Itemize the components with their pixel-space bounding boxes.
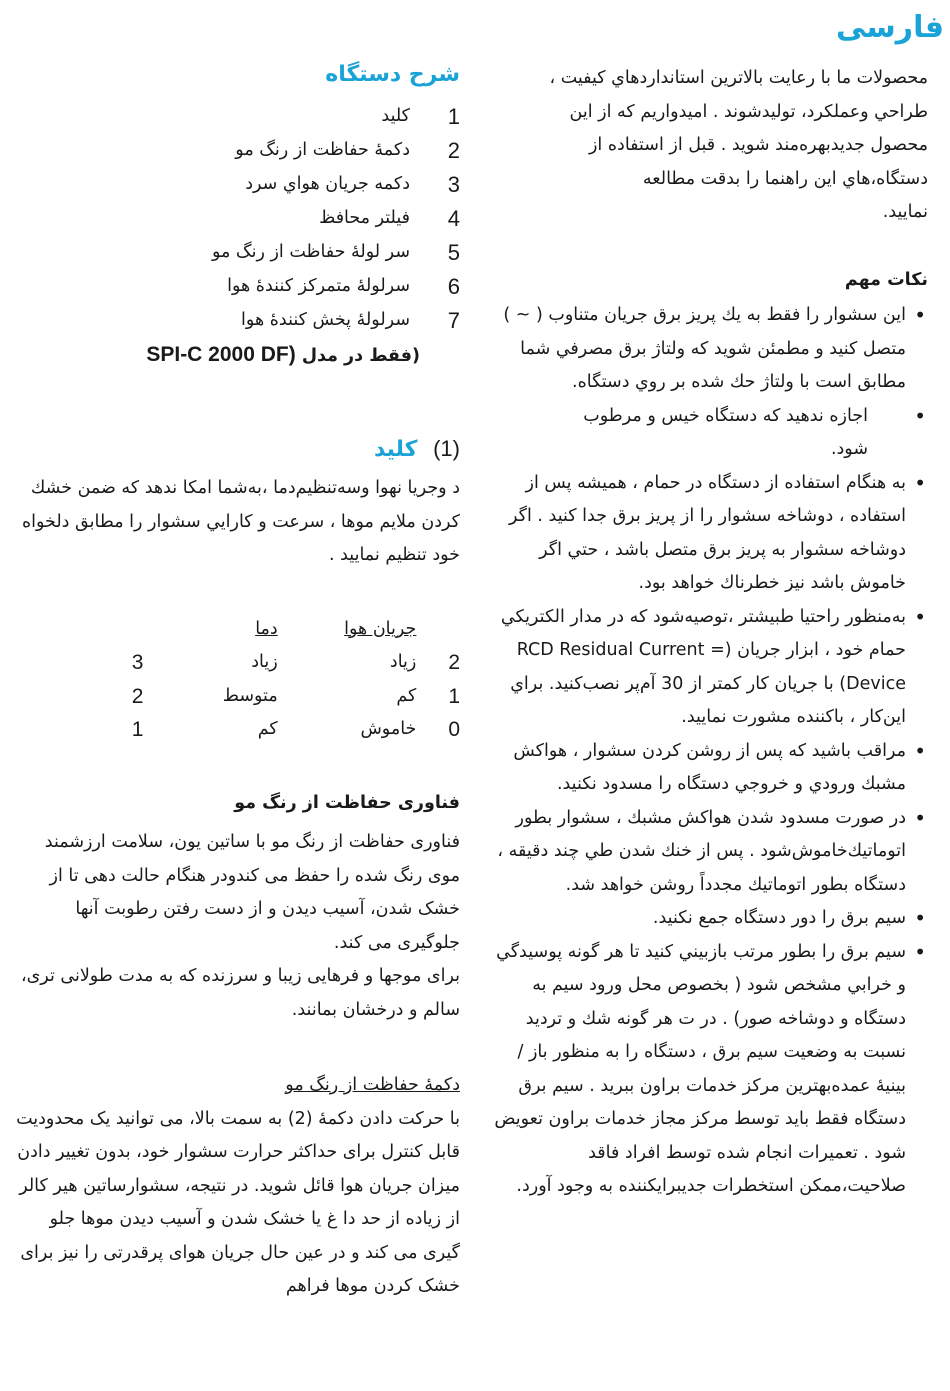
part-item [10, 100, 460, 134]
note-item: • سيم برق را بطور مرتب بازبيني كنيد تا هر گونه پوسيدگي و خرابي مشخص شود ( بخصوص محل ورود سيم به دستگاه و دوشاخه صور) . در ت هر گونه شك و ترديد نسبت به وضعيت سيم برق ، دستگاه را به منظور باز / بينيۀ‌ عمده‌بهترين مركز خدمات براون ببريد . سيم برق دستگاه فقط بايد توسط مركز مجاز خدمات براون تعويض شود . تعميرات انجام شده توسط افراد فاقد صلاحيت،ممكن استخطرات جديبرايكننده به وجود آورد. [492, 936, 928, 1204]
notes-list [492, 299, 928, 1204]
settings-row [10, 713, 460, 747]
switch-number: (1) [433, 435, 460, 461]
note-item: • به هنگام استفاده از دستگاه در حمام ، هميشه پس از استفاده ، دوشاخه سشوار را از پريز برق جدا كنيد . اگر دوشاخه سشوار به پريز برق متصل باشد ، حتي اگر خاموش باشد نيز خطرناك خواهد بود. [492, 467, 928, 601]
intro-line: محصولات ما با رعايت بالاترين استانداردهاي كيفيت ، [549, 68, 928, 88]
air-label: خاموش [360, 719, 417, 739]
temp-level: 3 [131, 651, 144, 674]
note-item: • مراقب باشيد كه پس از روشن كردن سشوار ، هواكش مشبك ورودي و خروجي دستگاه را مسدود نكنيد. [492, 735, 928, 802]
notes-heading: نكات مهم [844, 269, 928, 290]
settings-row [10, 646, 460, 680]
part-item [10, 134, 460, 168]
col-temperature: دما [255, 618, 278, 639]
part-item [10, 168, 460, 202]
button-paragraph: با حرکت دادن دکمۀ (2) به سمت بالا، می توانید یک محدودیت قابل کنترل برای حداکثر حرارت سشوار خود، بدون تغییر دادن میزان جریان هوا قائل شوید. در نتیجه، سشوارساتین هیر کالر از زیاده از حد دا غ یا خشک شدن و آسیب دیدن موها جلو گیری می کند و در عین حال جریان هوای پرقدرتی را نیز برای خشک کردن موها فراهم [16, 1108, 460, 1296]
air-level: 1 [448, 684, 460, 708]
button-heading: دكمۀ حفاظت از رنگ مو [285, 1075, 460, 1095]
switch-heading [10, 432, 460, 467]
temp-level: 2 [131, 684, 144, 708]
part-label: سر لولۀ حفاظت از رنگ مو [211, 242, 410, 263]
settings-header-row [10, 613, 460, 647]
part-label: دكمۀ حفاظت از رنگ مو [235, 140, 410, 161]
part-label: فيلتر محافظ [319, 208, 410, 229]
col-air-flow: جريان هوا [344, 618, 417, 639]
tech-paragraph-1: فناوری حفاظت از رنگ مو با ساتین یون، سلامت ارزشمند موی رنگ شده را حفظ می کندودر هنگام حالت دهی تا از خشک شدن، آسیب دیدن و از دست رفتن رطوبت آنها جلوگیری می کند. [44, 832, 460, 953]
model-note-prefix: (فقط در مدل [301, 346, 420, 366]
part-number: 4 [447, 206, 460, 232]
page-title: فارسی [835, 10, 944, 45]
part-label: كليد [381, 106, 410, 127]
left-column [10, 60, 460, 1304]
part-number: 7 [447, 308, 460, 334]
parts-list [10, 100, 460, 338]
temp-label: زياد [251, 652, 278, 672]
note-item: • اين سشوار را فقط به يك پريز برق جريان متناوب ( ~ ) متصل كنيد و مطمئن شويد كه ولتاژ برق مصرفي شما مطابق است با ولتاژ حك شده بر روي دستگاه. [492, 299, 928, 400]
right-column [492, 62, 928, 1204]
note-item: • سيم برق را دور دستگاه جمع نكنيد. [492, 902, 928, 936]
part-label: سرلولۀ پخش كنندۀ هوا [241, 310, 410, 331]
intro-line: طراحي وعملكرد، توليدشوند . اميدواريم كه از اين [569, 101, 928, 122]
part-number: 3 [447, 172, 460, 198]
air-level: 0 [448, 718, 460, 741]
part-label: سرلولۀ متمركز كنندۀ هوا [227, 276, 410, 297]
model-name: SPI-C 2000 DF) [146, 343, 296, 366]
switch-keyword: كليد [373, 436, 418, 462]
part-number: 6 [447, 274, 460, 300]
part-item [10, 304, 460, 338]
air-label: زياد [389, 652, 417, 672]
model-note [10, 338, 460, 374]
part-number: 2 [447, 138, 460, 164]
settings-row [10, 680, 460, 714]
description-heading: شرح دستگاه [325, 62, 460, 87]
tech-paragraph-2: برای موجها و فرهایی زیبا و سرزنده که به مدت طولانی تری، سالم و درخشان بمانند. [20, 966, 460, 1020]
part-number: 1 [447, 104, 460, 130]
switch-text: د وجريا نهوا وسه‌تنظيم‌دما ،به‌شما امكا ندهد كه ضمن خشك كردن ملايم موها ، سرعت و كارايي سشوار را مطابق دلخواه خود تنظيم نماييد . [21, 478, 460, 565]
note-item: • اجازه ندهيد كه دستگاه خيس و مرطوب شود. [492, 400, 928, 467]
part-label: دكمه جريان هواي سرد [245, 174, 410, 195]
intro-line: محصول جديدبهره‌مند شويد . قبل از استفاده از [588, 135, 928, 155]
air-label: كم [396, 685, 417, 706]
part-item [10, 270, 460, 304]
air-level: 2 [448, 651, 460, 674]
temp-label: متوسط [222, 685, 278, 706]
part-item [10, 202, 460, 236]
tech-heading: فناوری حفاظت از رنگ مو [234, 792, 460, 813]
settings-table [10, 613, 460, 747]
part-number: 5 [447, 240, 460, 266]
note-item: • به‌منظور راحتيا طبيشتر ،توصيه‌شود كه در مدار الكتريكي حمام خود ، ابزار جريان (= RCD Residual Current Device) با جريان كار كمتر از 30 آم‌پر نصب‌كنيد. براي اين‌كار ، باكننده مشورت نماييد. [492, 601, 928, 735]
intro-line: دستگاه،هاي اين راهنما را بدقت مطالعه [642, 168, 928, 189]
intro-line: نماييد. [882, 202, 928, 222]
temp-level: 1 [131, 718, 144, 741]
temp-label: كم [257, 719, 278, 739]
part-item [10, 236, 460, 270]
note-item: • در صورت مسدود شدن هواكش مشبك ، سشوار بطور اتوماتيك‌خاموش‌شود . پس از خنك شدن طي چند دقيقه ، دستگاه بطور اتوماتيك مجدداً روشن خواهد شد. [492, 802, 928, 903]
intro-paragraph [492, 62, 928, 230]
